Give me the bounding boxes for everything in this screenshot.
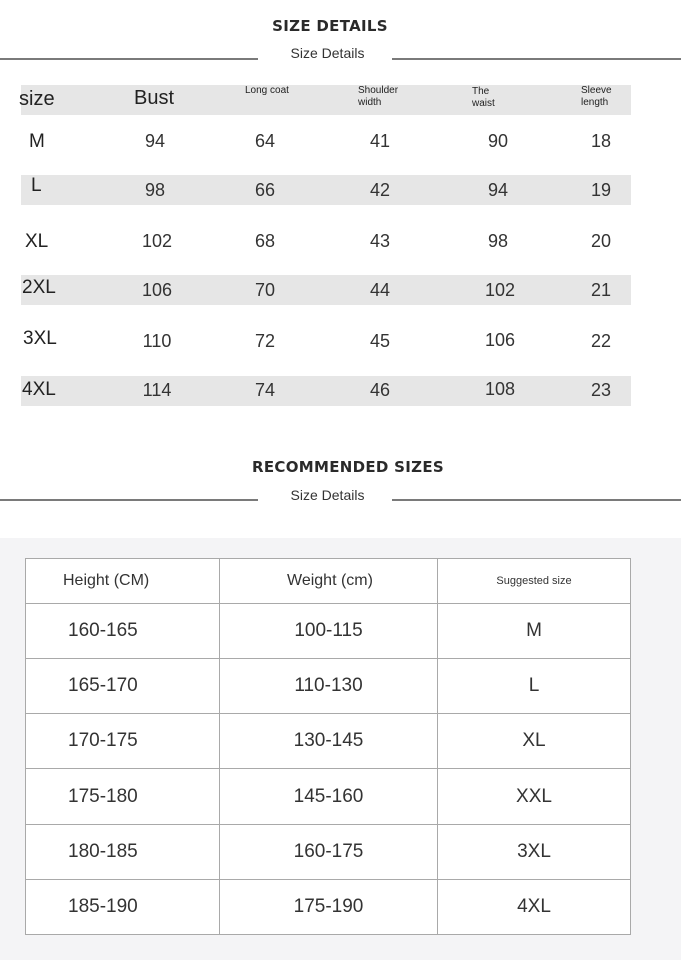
row-suggested-size: XXL (438, 769, 631, 824)
table-row (21, 275, 631, 305)
row-suggested-size: 3XL (438, 824, 631, 879)
table-row (21, 175, 631, 205)
row-waist: 106 (484, 330, 516, 350)
row-suggested-size: L (438, 659, 631, 714)
table-row (26, 659, 631, 714)
row-weight: 160-175 (220, 824, 438, 879)
row-bust: 106 (141, 280, 173, 300)
row-bust: 98 (144, 180, 166, 200)
row-long-coat: 64 (254, 131, 276, 151)
row-shoulder: 41 (369, 131, 391, 151)
row-sleeve: 21 (590, 280, 612, 300)
table-row (26, 879, 631, 934)
table-row (26, 824, 631, 879)
header-size: size (19, 88, 55, 110)
row-waist: 108 (484, 379, 516, 399)
row-long-coat: 68 (254, 231, 276, 251)
recommended-subtitle: Size Details (290, 487, 365, 503)
row-long-coat: 70 (254, 280, 276, 300)
row-bust: 114 (142, 380, 172, 400)
table-row (26, 769, 631, 824)
row-sleeve: 22 (590, 331, 612, 351)
row-bust: 102 (141, 231, 173, 251)
row-long-coat: 74 (254, 380, 276, 400)
row-size: 4XL (22, 379, 56, 400)
row-sleeve: 20 (590, 231, 612, 251)
row-long-coat: 72 (254, 331, 276, 351)
row-bust: 94 (144, 131, 166, 151)
row-weight: 145-160 (220, 769, 438, 824)
row-size: L (31, 175, 42, 196)
row-height: 185-190 (26, 879, 220, 934)
row-size: 2XL (22, 277, 56, 298)
row-shoulder: 45 (369, 331, 391, 351)
row-suggested-size: M (438, 604, 631, 659)
header-long-coat: Long coat (245, 85, 289, 96)
size-table-header-row (21, 85, 631, 115)
table-row (21, 326, 631, 356)
row-height: 160-165 (26, 604, 220, 659)
size-details-subtitle: Size Details (290, 45, 365, 61)
table-row (26, 604, 631, 659)
header-bust: Bust (134, 87, 175, 109)
row-weight: 100-115 (220, 604, 438, 659)
row-waist: 90 (487, 131, 509, 151)
table-row (21, 126, 631, 156)
row-height: 170-175 (26, 714, 220, 769)
recommended-table (25, 558, 631, 935)
row-sleeve: 23 (590, 380, 612, 400)
divider-right (392, 58, 681, 60)
row-waist: 102 (484, 280, 516, 300)
row-weight: 110-130 (220, 659, 438, 714)
row-sleeve: 18 (590, 131, 612, 151)
row-weight: 130-145 (220, 714, 438, 769)
header-suggested-size: Suggested size (438, 559, 631, 604)
header-shoulder-width: Shoulder width (358, 85, 399, 108)
table-row (21, 226, 631, 256)
table-row (26, 714, 631, 769)
row-size: XL (25, 231, 49, 252)
header-height: Height (CM) (26, 559, 220, 604)
row-height: 175-180 (26, 769, 220, 824)
row-bust: 110 (142, 331, 172, 351)
row-weight: 175-190 (220, 879, 438, 934)
row-shoulder: 42 (369, 180, 391, 200)
row-waist: 98 (487, 231, 509, 251)
row-height: 180-185 (26, 824, 220, 879)
table-row (21, 376, 631, 406)
row-shoulder: 43 (369, 231, 391, 251)
row-height: 165-170 (26, 659, 220, 714)
row-suggested-size: XL (438, 714, 631, 769)
row-waist: 94 (487, 180, 509, 200)
divider-right (392, 499, 681, 501)
row-suggested-size: 4XL (438, 879, 631, 934)
header-weight: Weight (cm) (220, 559, 438, 604)
recommended-header-row (26, 559, 631, 604)
row-sleeve: 19 (590, 180, 612, 200)
header-sleeve-length: Sleeve length (581, 85, 612, 108)
recommended-title: RECOMMENDED SIZES (252, 458, 444, 476)
size-details-title: SIZE DETAILS (272, 17, 388, 35)
row-size: M (29, 131, 45, 152)
row-shoulder: 46 (369, 380, 391, 400)
row-size: 3XL (23, 328, 57, 349)
header-the-waist: The waist (472, 86, 495, 109)
row-long-coat: 66 (254, 180, 276, 200)
row-shoulder: 44 (369, 280, 391, 300)
